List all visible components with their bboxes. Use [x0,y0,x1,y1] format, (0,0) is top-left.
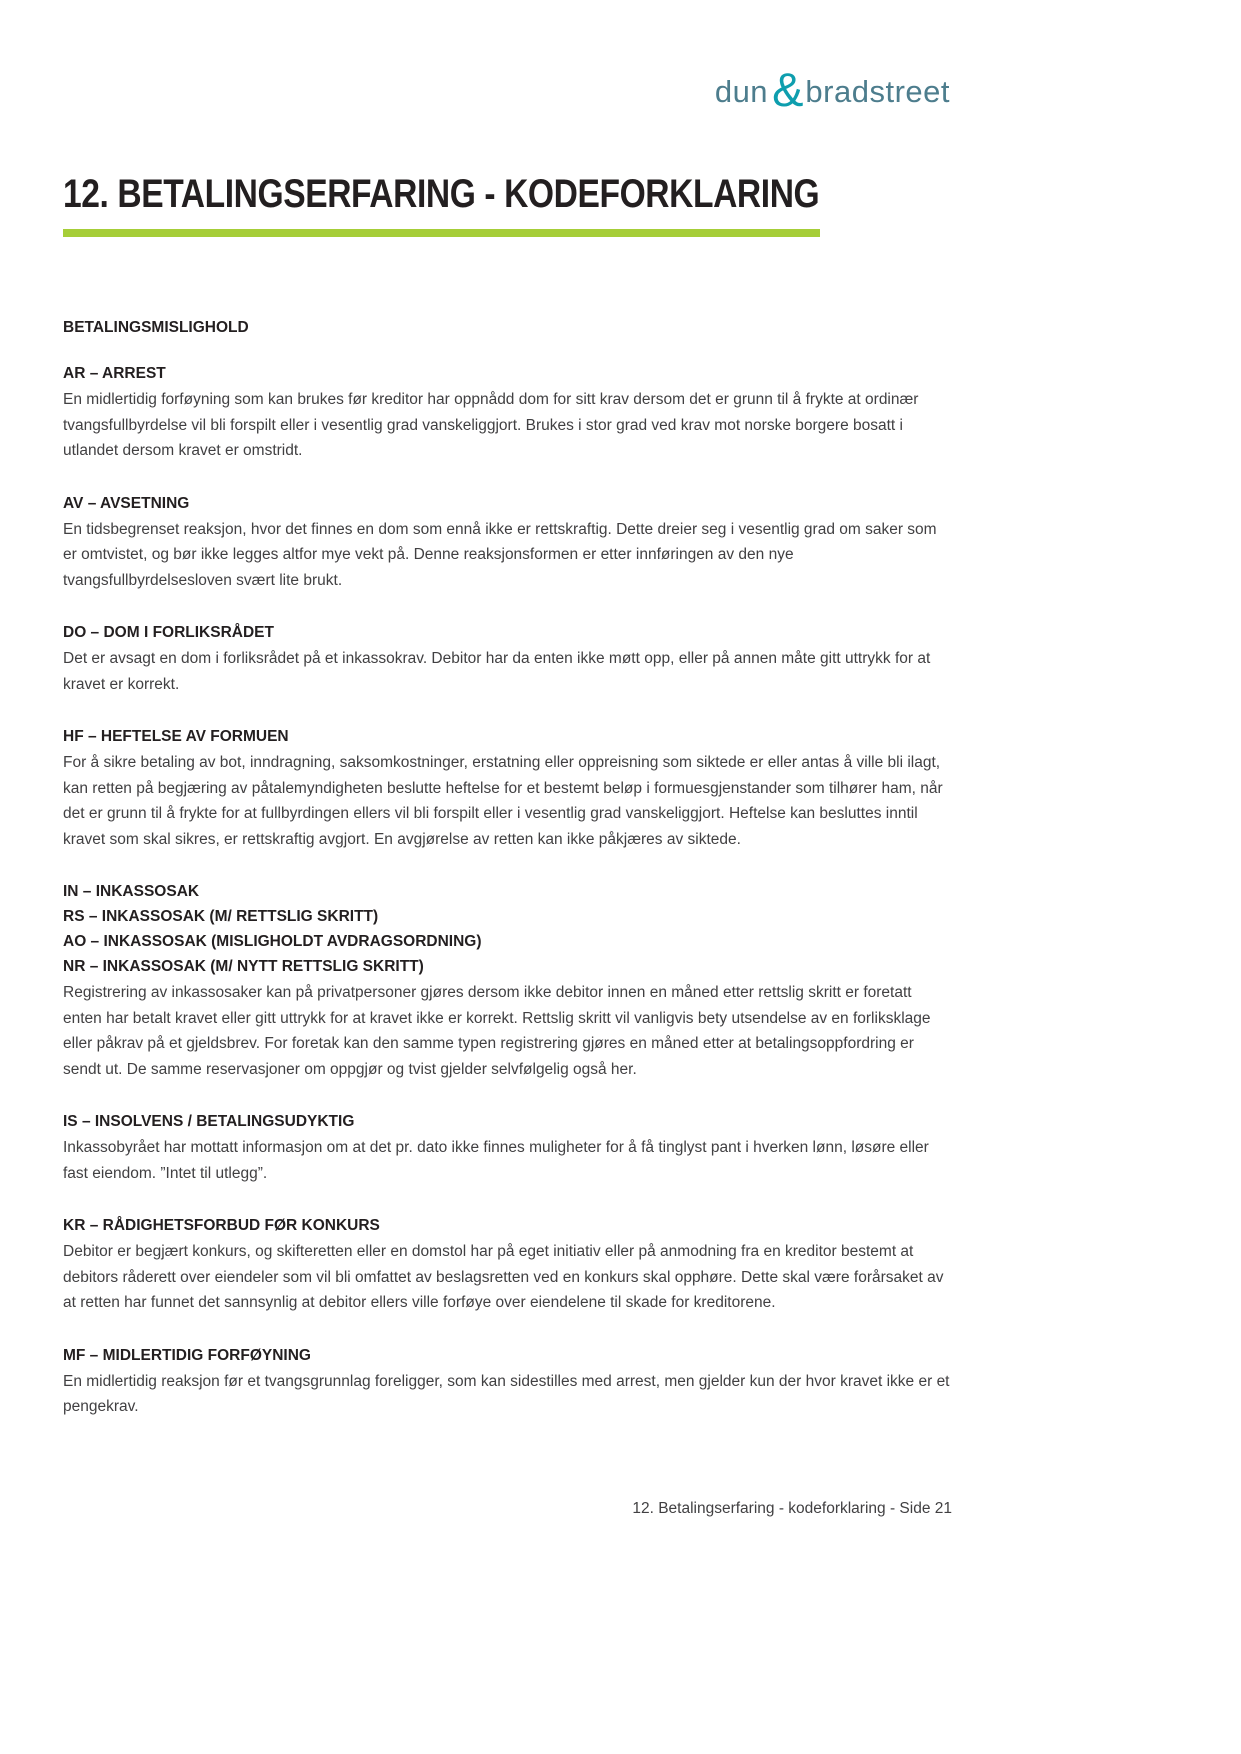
code-description: Registrering av inkassosaker kan på privatpersoner gjøres dersom ikke debitor innen en måned etter rettslig skritt er foretatt enten har betalt kravet eller gitt uttrykk for at kravet ikke er korrekt. Rettslig skritt vil vanligvis bety utsendelse av en forliksklage eller påkrav på et gjeldsbrev. For foretak kan den samme typen registrering gjøres en måned etter at betalingsoppfordring er sendt ut. De samme reservasjoner om oppgjør og tvist gjelder selvfølgelig også her. [63,984,931,1078]
dun-bradstreet-logo [714,63,950,116]
code-heading: NR – INKASSOSAK (M/ NYTT RETTSLIG SKRITT) [63,958,424,975]
code-description: En midlertidig forføyning som kan brukes før kreditor har oppnådd dom for sitt krav dersom det er grunn til å frykte at ordinær tvangsfullbyrdelse vil bli forspilt eller i vesentlig grad vanskeliggjort. Brukes i stor grad ved krav mot norske borgere bosatt i utlandet dersom kravet er omstridt. [63,391,919,459]
code-heading: IS – INSOLVENS / BETALINGSUDYKTIG [63,1113,355,1130]
code-heading: AV – AVSETNING [63,494,190,512]
title-accent-bar [63,229,820,237]
code-section-do [63,620,952,697]
code-description: For å sikre betaling av bot, inndragning, saksomkostninger, erstatning eller oppreisning som siktede er eller antas å ville bli ilagt, kan retten på begjæring av påtalemyndigheten beslutte heftelse for et bestemt beløp i formuesgjenstander som tilhører ham, når det er grunn til å frykte for at fullbyrdingen ellers vil bli forspilt eller i vesentlig grad vanskeliggjort. Heftelse kan besluttes inntil kravet som skal sikres, er rettskraftig avgjort. En avgjørelse av retten kan ikke påkjæres av siktede. [63,754,943,848]
code-description: Debitor er begjært konkurs, og skifteretten eller en domstol har på eget initiativ eller på anmodning fra en kreditor bestemt at debitors råderett over eiendeler som vil bli omfattet av beslagsretten ved en konkurs skal opphøre. Dette skal være forårsaket av at retten har funnet det sannsynlig at debitor ellers ville forføye over eiendelene til skade for kreditorene. [63,1243,944,1311]
code-section-kr [63,1213,952,1316]
category-heading: BETALINGSMISLIGHOLD [63,319,249,336]
code-heading: IN – INKASSOSAK [63,883,200,900]
code-heading: RS – INKASSOSAK (M/ RETTSLIG SKRITT) [63,908,379,925]
code-section-is [63,1109,952,1186]
page-footer: 12. Betalingserfaring - kodeforklaring - Side 21 [632,1500,952,1517]
code-heading: KR – RÅDIGHETSFORBUD FØR KONKURS [63,1217,380,1234]
code-section-ar [63,361,952,464]
code-section-av [63,491,952,594]
page-title: 12. BETALINGSERFARING - KODEFORKLARING [63,172,820,216]
code-section-hf [63,724,952,852]
code-description: Inkassobyrået har mottatt informasjon om at det pr. dato ikke finnes muligheter for å få tinglyst pant i hverken lønn, løsøre eller fast eiendom. ”Intet til utlegg”. [63,1139,929,1182]
code-heading: DO – DOM I FORLIKSRÅDET [63,624,274,641]
code-heading: AO – INKASSOSAK (MISLIGHOLDT AVDRAGSORDNING) [63,933,482,950]
code-heading: AR – ARREST [63,365,166,382]
code-section-mf [63,1343,952,1420]
logo-word-bradstreet: bradstreet [805,73,950,109]
logo-word-dun: dun [714,73,769,109]
code-description: En tidsbegrenset reaksjon, hvor det finnes en dom som ennå ikke er rettskraftig. Dette dreier seg i vesentlig grad om saker som er omtvistet, og bør ikke legges altfor mye vekt på. Denne reaksjonsformen er etter innføringen av den nye tvangsfullbyrdelsesloven svært lite brukt. [63,520,937,589]
document-content [63,315,952,1447]
code-heading: MF – MIDLERTIDIG FORFØYNING [63,1346,311,1364]
ampersand-icon: & [772,63,804,116]
code-description: En midlertidig reaksjon før et tvangsgrunnlag foreligger, som kan sidestilles med arrest, men gjelder kun der hvor kravet ikke er et pengekrav. [63,1372,950,1415]
code-description: Det er avsagt en dom i forliksrådet på et inkassokrav. Debitor har da enten ikke møtt opp, eller på annen måte gitt uttrykk for at kravet er korrekt. [63,650,931,693]
code-heading: HF – HEFTELSE AV FORMUEN [63,728,289,745]
code-section-inkasso [63,879,952,1082]
